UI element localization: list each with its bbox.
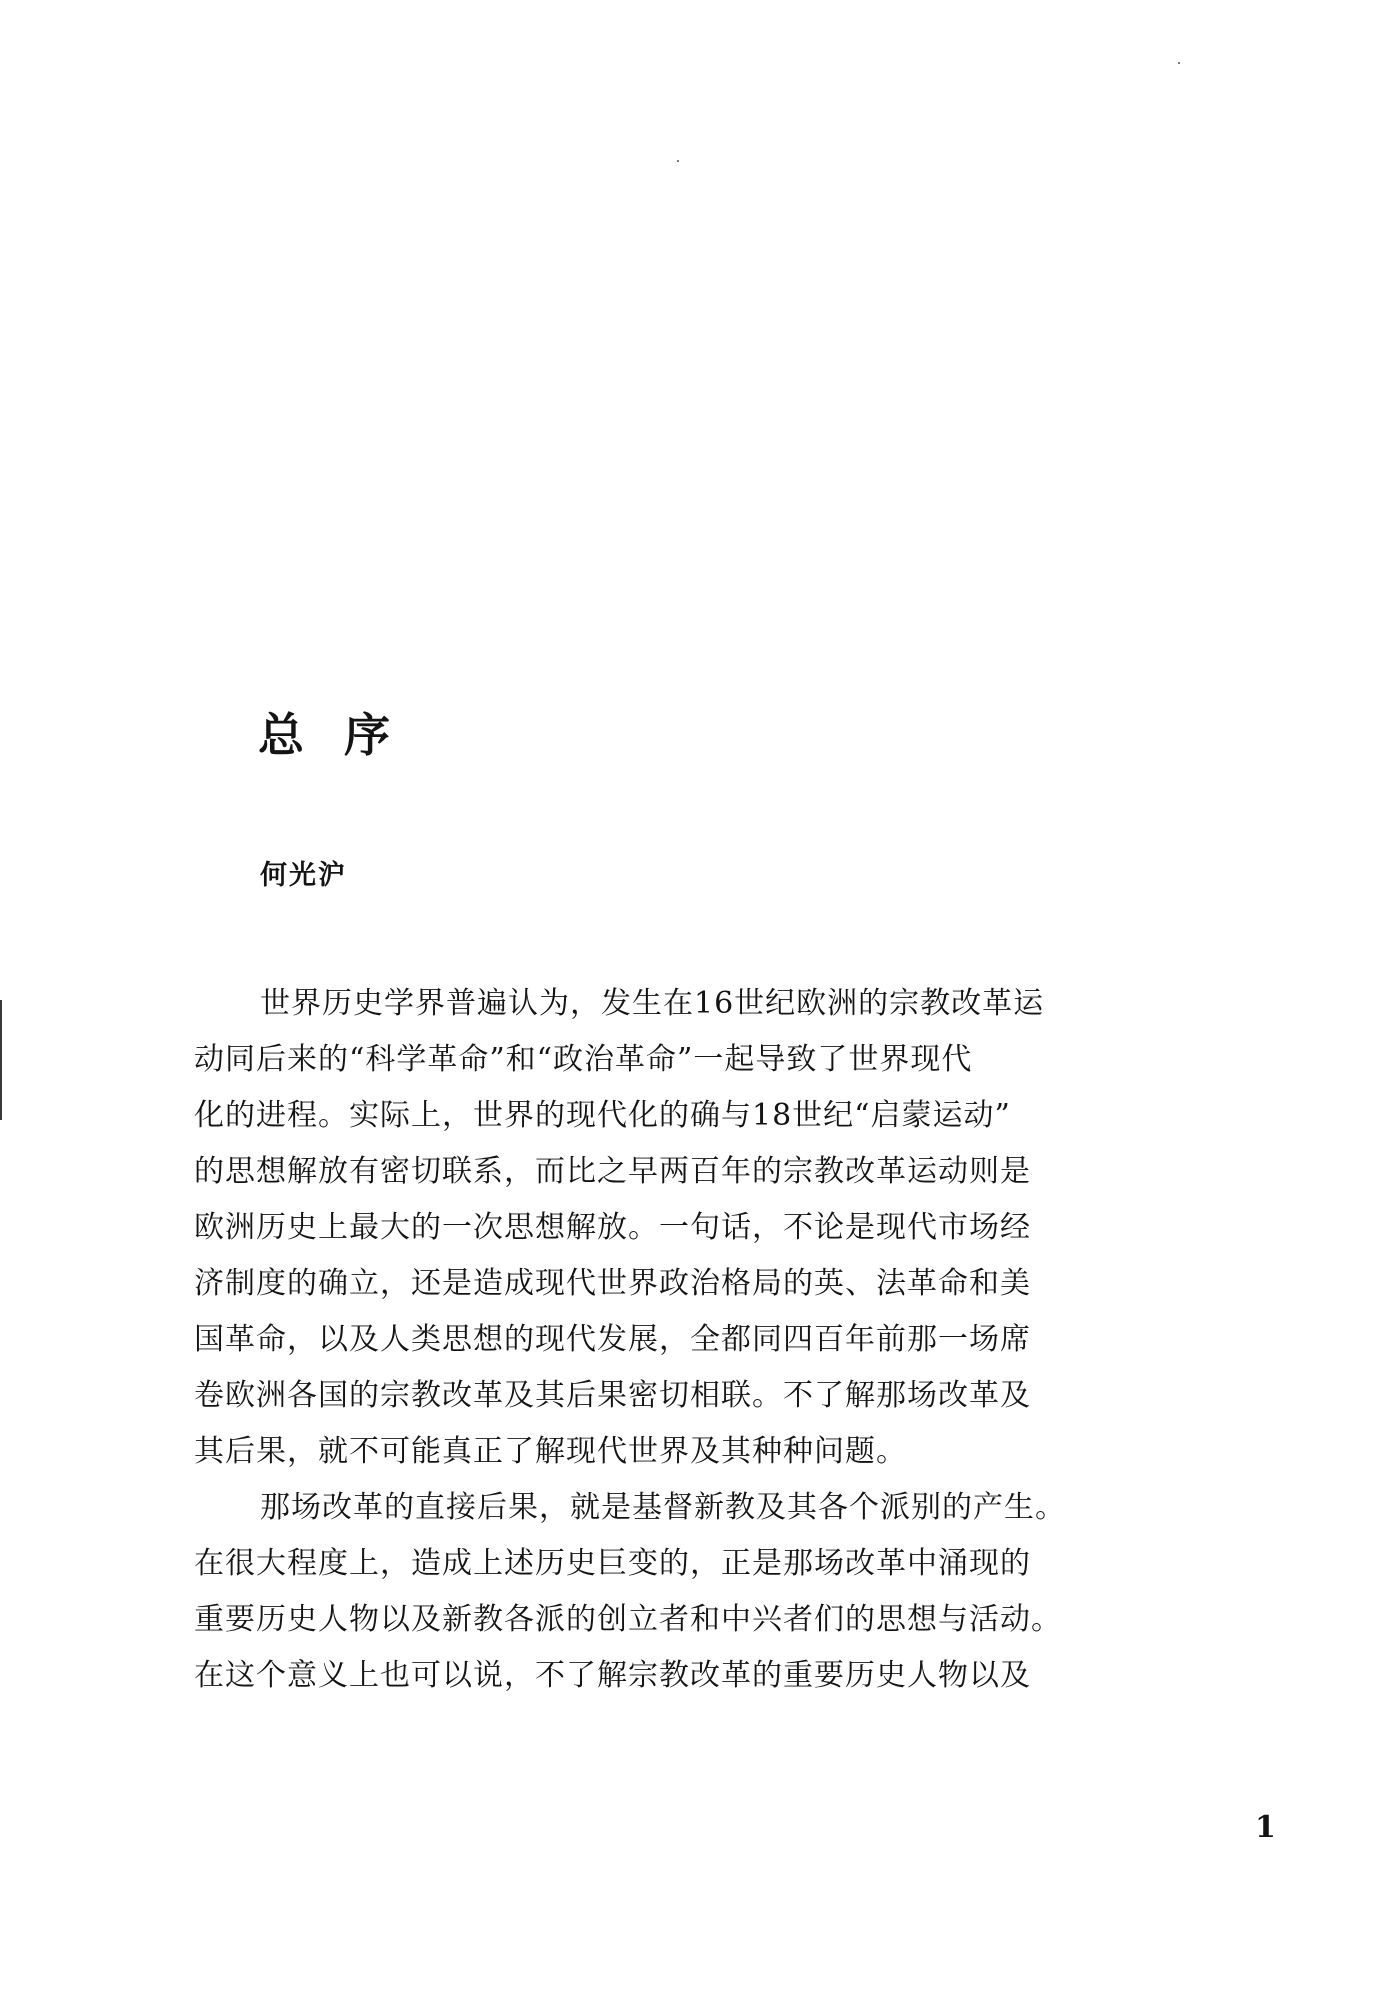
body-line: 的思想解放有密切联系，而比之早两百年的宗教改革运动则是 bbox=[194, 1154, 1031, 1189]
body-line: 世界历史学界普遍认为，发生在16世纪欧洲的宗教改革运 bbox=[260, 986, 1045, 1021]
body-line: 那场改革的直接后果，就是基督新教及其各个派别的产生。 bbox=[260, 1490, 1066, 1525]
page-title: 总 序 bbox=[258, 708, 403, 762]
body-line: 化的进程。实际上，世界的现代化的确与18世纪“启蒙运动” bbox=[194, 1098, 1011, 1133]
body-line: 重要历史人物以及新教各派的创立者和中兴者们的思想与活动。 bbox=[194, 1602, 1062, 1637]
body-line: 卷欧洲各国的宗教改革及其后果密切相联。不了解那场改革及 bbox=[194, 1378, 1031, 1413]
body-text bbox=[194, 976, 1204, 1704]
scan-edge-mark bbox=[0, 1000, 2, 1120]
body-line: 欧洲历史上最大的一次思想解放。一句话，不论是现代市场经 bbox=[194, 1210, 1031, 1245]
page-number: 1 bbox=[1255, 1810, 1276, 1845]
body-line: 在这个意义上也可以说，不了解宗教改革的重要历史人物以及 bbox=[194, 1658, 1031, 1693]
body-line: 国革命，以及人类思想的现代发展，全都同四百年前那一场席 bbox=[194, 1322, 1031, 1357]
scan-speck bbox=[1178, 62, 1180, 64]
author-name: 何光沪 bbox=[260, 860, 347, 891]
body-line: 其后果，就不可能真正了解现代世界及其种种问题。 bbox=[194, 1434, 907, 1469]
body-line: 济制度的确立，还是造成现代世界政治格局的英、法革命和美 bbox=[194, 1266, 1031, 1301]
scan-speck bbox=[677, 160, 679, 162]
body-line: 动同后来的“科学革命”和“政治革命”一起导致了世界现代 bbox=[194, 1042, 973, 1077]
body-line: 在很大程度上，造成上述历史巨变的，正是那场改革中涌现的 bbox=[194, 1546, 1031, 1581]
